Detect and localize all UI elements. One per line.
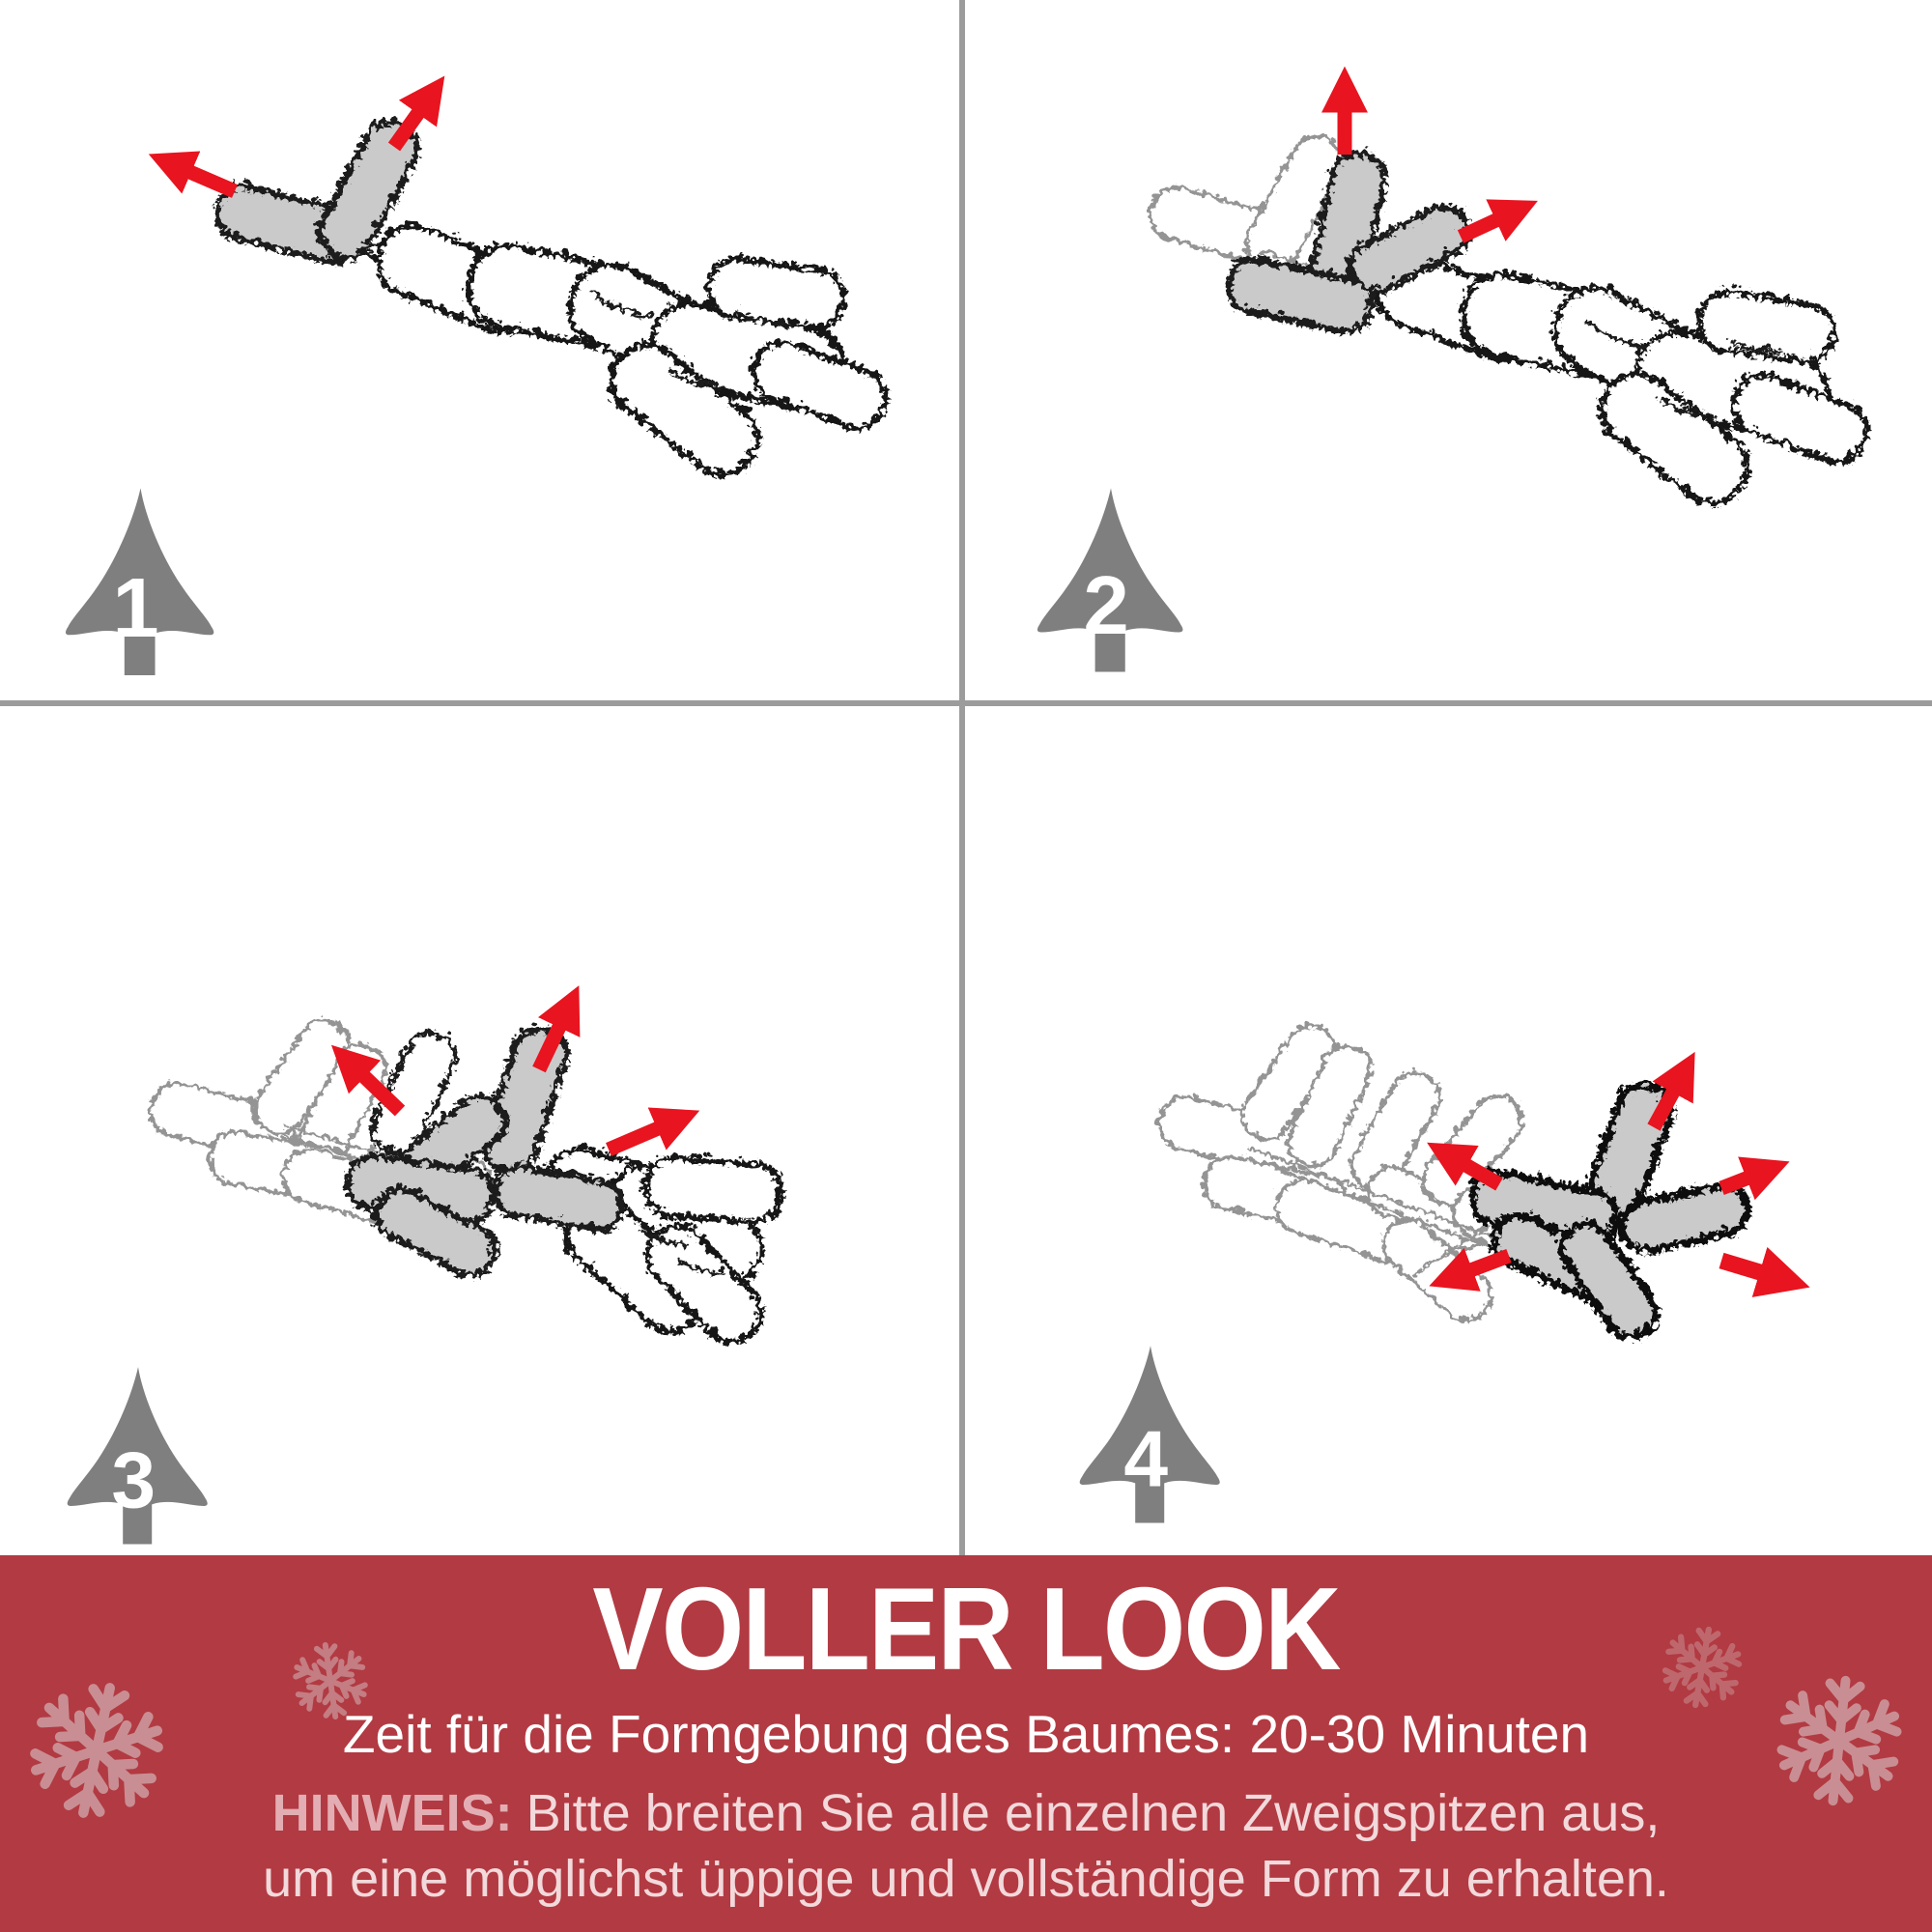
vertical-divider bbox=[959, 0, 965, 1555]
step-number: 1 bbox=[112, 560, 159, 655]
step4-panel bbox=[1080, 1014, 1782, 1522]
red-arrow-icon bbox=[609, 1121, 676, 1150]
step1-panel bbox=[66, 97, 890, 675]
banner-note-line1 bbox=[0, 1785, 1932, 1841]
unfluffed-branch-cluster bbox=[365, 213, 890, 484]
step-number: 3 bbox=[111, 1436, 156, 1525]
note-label: HINWEIS: bbox=[271, 1784, 513, 1842]
banner-subtitle: Zeit für die Formgebung des Baumes: 20-30 Minuten bbox=[342, 1704, 1590, 1764]
red-arrow-icon bbox=[1721, 1261, 1782, 1279]
step-number: 4 bbox=[1123, 1415, 1169, 1504]
unfluffed-branch-cluster bbox=[1365, 243, 1870, 513]
info-banner bbox=[0, 1555, 1932, 1932]
branch-illustration-step3 bbox=[342, 1019, 780, 1349]
horizontal-divider bbox=[0, 700, 1932, 706]
step2-panel bbox=[1037, 92, 1870, 672]
note-text: Bitte breiten Sie alle einzelnen Zweigspitzen aus, bbox=[526, 1784, 1661, 1842]
pine-tree-icon-step4 bbox=[1080, 1346, 1220, 1522]
red-arrow-icon bbox=[172, 164, 235, 191]
pine-tree-icon-step2 bbox=[1037, 488, 1183, 671]
step3-panel bbox=[68, 1009, 780, 1544]
banner-title: VOLLER LOOK bbox=[592, 1563, 1340, 1694]
red-arrow-icon bbox=[1721, 1171, 1766, 1188]
step-number: 2 bbox=[1083, 560, 1129, 653]
pine-tree-icon-step3 bbox=[68, 1367, 208, 1544]
red-arrow-icon bbox=[1461, 212, 1515, 237]
branch-illustration-step1 bbox=[209, 110, 890, 484]
pine-tree-icon-step1 bbox=[66, 488, 213, 675]
banner-note-line2: um eine möglichst üppige und vollständige Form zu erhalten. bbox=[263, 1850, 1669, 1908]
